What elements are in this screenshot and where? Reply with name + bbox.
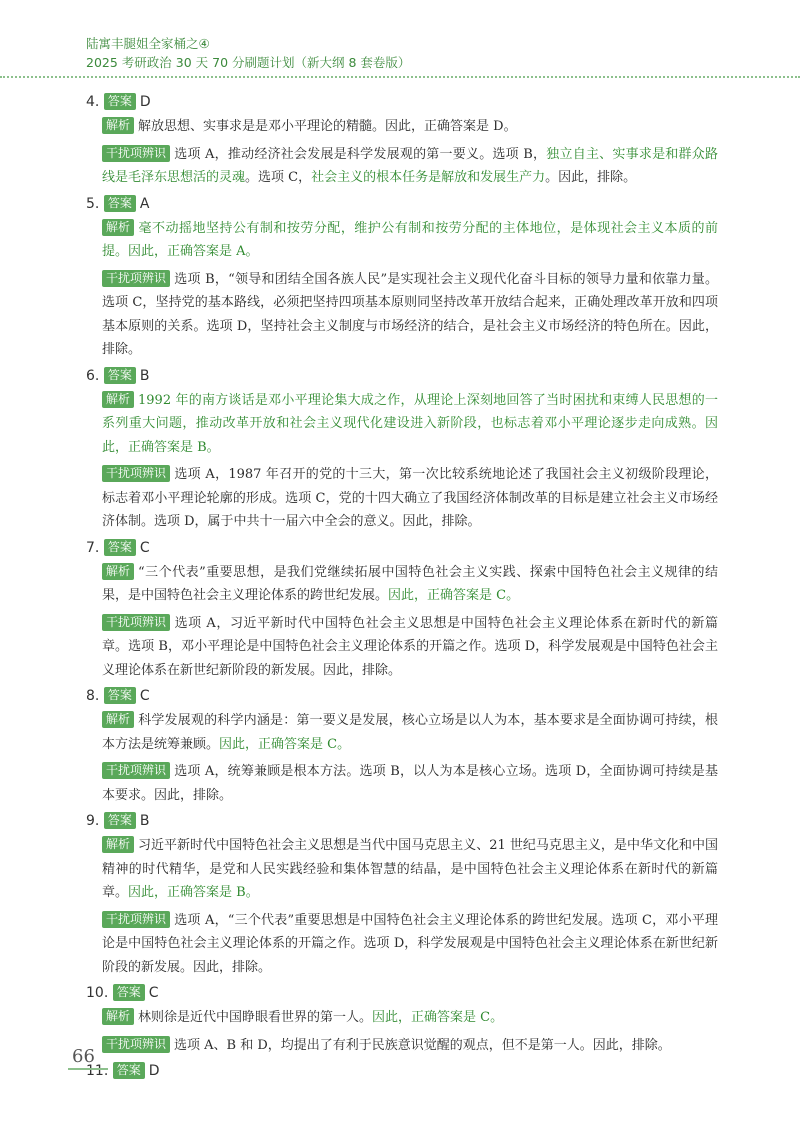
analysis-text: 1992 年的南方谈话是邓小平理论集大成之作，从理论上深刻地回答了当时困扰和束缚人民思想的一系列重大问题，推动改革开放和社会主义现代化建设进入新阶段，也标志着邓小平理论逐步走向成熟。因此，正确答案是 B。 [102, 392, 718, 455]
question-block [86, 366, 718, 534]
distractor-text: 独立自主、实事求是和群众路线是毛泽东思想活的灵魂 [102, 146, 718, 185]
distractor-paragraph [102, 760, 718, 807]
question-number: 8. [86, 688, 100, 704]
answer-tag: 答案 [104, 195, 136, 212]
answer-tag: 答案 [104, 93, 136, 110]
question-block [86, 811, 718, 979]
question-block [86, 1061, 718, 1081]
analysis-text: 解放思想、实事求是是邓小平理论的精髓。因此，正确答案是 D。 [138, 119, 517, 134]
analysis-text: 因此，正确答案是 C。 [219, 736, 351, 752]
answer-line [86, 811, 718, 831]
analysis-paragraph [102, 115, 718, 139]
analysis-paragraph [102, 1006, 718, 1030]
answer-list [86, 92, 718, 1084]
distractor-text: 选项 A、B 和 D，均提出了有利于民族意识觉醒的观点，但不是第一人。因此，排除。 [174, 1037, 671, 1053]
question-number: 9. [86, 813, 100, 829]
answer-line [86, 366, 718, 386]
answer-tag: 答案 [104, 687, 136, 704]
header-series-title: 陆寓丰腿姐全家桶之④ [86, 36, 210, 51]
question-block [86, 686, 718, 807]
question-block [86, 983, 718, 1057]
distractor-paragraph [102, 143, 718, 190]
answer-letter: C [139, 539, 150, 556]
analysis-text: 毫不动摇地坚持公有制和按劳分配，维护公有制和按劳分配的主体地位，是体现社会主义本质的前提。因此，正确答案是 A。 [102, 220, 718, 259]
answer-line [86, 983, 718, 1003]
answer-line [86, 686, 718, 706]
answer-tag: 答案 [104, 539, 136, 556]
analysis-tag: 解析 [102, 219, 134, 236]
answer-line [86, 538, 718, 558]
distractor-tag: 干扰项辨识 [102, 1036, 170, 1053]
distractor-tag: 干扰项辨识 [102, 911, 170, 928]
answer-letter: D [148, 1063, 160, 1079]
distractor-tag: 干扰项辨识 [102, 762, 170, 779]
analysis-tag: 解析 [102, 836, 134, 853]
question-number: 7. [86, 539, 100, 556]
answer-tag: 答案 [104, 812, 136, 829]
distractor-paragraph [102, 909, 718, 980]
analysis-text: “三个代表”重要思想，是我们党继续拓展中国特色社会主义实践、探索中国特色社会主义规律的结果，是中国特色社会主义理论体系的跨世纪发展。 [102, 564, 718, 603]
analysis-tag: 解析 [102, 563, 134, 580]
analysis-paragraph [102, 834, 718, 905]
distractor-tag: 干扰项辨识 [102, 145, 170, 162]
footer-divider [68, 1068, 108, 1070]
answer-letter: B [139, 813, 150, 829]
analysis-paragraph [102, 389, 718, 460]
analysis-tag: 解析 [102, 711, 134, 728]
answer-tag: 答案 [113, 984, 145, 1001]
question-number: 10. [86, 985, 109, 1001]
analysis-text: 因此，正确答案是 B。 [128, 885, 259, 900]
answer-line [86, 1061, 718, 1081]
distractor-tag: 干扰项辨识 [102, 270, 170, 287]
answer-line [86, 92, 718, 112]
question-number: 6. [86, 367, 100, 384]
distractor-paragraph [102, 612, 718, 683]
answer-tag: 答案 [113, 1062, 145, 1079]
answer-letter: C [148, 985, 159, 1001]
answer-letter: B [139, 367, 150, 384]
page-number: 66 [72, 1046, 95, 1067]
header-book-title: 2025 考研政治 30 天 70 分刷题计划（新大纲 8 套卷版） [86, 55, 411, 70]
distractor-text: 选项 A，习近平新时代中国特色社会主义思想是中国特色社会主义理论体系在新时代的新篇章。选项 B，邓小平理论是中国特色社会主义理论体系的开篇之作。选项 D，科学发展观是中国特色社会主义理论体系在新世纪新阶段的新发展。因此，排除。 [102, 615, 718, 678]
answer-tag: 答案 [104, 367, 136, 384]
analysis-text: 因此，正确答案是 C。 [372, 1010, 504, 1025]
analysis-tag: 解析 [102, 117, 134, 134]
question-number: 4. [86, 94, 100, 110]
distractor-paragraph [102, 268, 718, 362]
question-block [86, 538, 718, 683]
question-number: 5. [86, 195, 100, 212]
answer-letter: D [139, 94, 151, 110]
distractor-text: 。因此，排除。 [545, 170, 637, 185]
distractor-text: 选项 A，1987 年召开的党的十三大，第一次比较系统地论述了我国社会主义初级阶段理论，标志着邓小平理论轮廓的形成。选项 C，党的十四大确立了我国经济体制改革的目标是建立社会主义市场经济体制。选项 D，属于中共十一届六中全会的意义。因此，排除。 [102, 467, 718, 529]
distractor-text: 选项 A，统筹兼顾是根本方法。选项 B，以人为本是核心立场。选项 D，全面协调可持续是基本要求。因此，排除。 [102, 764, 718, 803]
distractor-paragraph [102, 463, 718, 534]
answer-line [86, 194, 718, 214]
analysis-tag: 解析 [102, 391, 134, 408]
analysis-paragraph [102, 709, 718, 756]
analysis-paragraph [102, 217, 718, 264]
analysis-text: 习近平新时代中国特色社会主义思想是当代中国马克思主义、21 世纪马克思主义，是中华文化和中国精神的时代精华，是党和人民实践经验和集体智慧的结晶，是中国特色社会主义理论体系在新时代的新篇章。 [102, 838, 718, 900]
distractor-text: 选项 B，“领导和团结全国各族人民”是实现社会主义现代化奋斗目标的领导力量和依靠力量。选项 C，坚持党的基本路线，必须把坚持四项基本原则同坚持改革开放结合起来，正确处理改革开放和四项基本原则的关系。选项 D，坚持社会主义制度与市场经济的结合，是社会主义市场经济的特色所在。因此，排除。 [102, 271, 718, 357]
question-number: 11. [86, 1063, 109, 1079]
distractor-text: 。选项 C， [245, 170, 312, 185]
distractor-text: 选项 A，推动经济社会发展是科学发展观的第一要义。选项 B， [174, 146, 547, 162]
answer-letter: C [139, 688, 150, 704]
distractor-paragraph [102, 1034, 718, 1058]
analysis-text: 林则徐是近代中国睁眼看世界的第一人。 [138, 1010, 373, 1025]
analysis-text: 科学发展观的科学内涵是：第一要义是发展，核心立场是以人为本，基本要求是全面协调可持续，根本方法是统筹兼顾。 [102, 713, 718, 752]
analysis-text: 因此，正确答案是 C。 [388, 588, 520, 603]
distractor-text: 社会主义的根本任务是解放和发展生产力 [311, 170, 546, 185]
analysis-paragraph [102, 561, 718, 608]
question-block [86, 92, 718, 190]
distractor-tag: 干扰项辨识 [102, 465, 170, 482]
distractor-tag: 干扰项辨识 [102, 614, 170, 631]
analysis-tag: 解析 [102, 1008, 134, 1025]
answer-letter: A [139, 195, 150, 212]
distractor-text: 选项 A，“三个代表”重要思想是中国特色社会主义理论体系的跨世纪发展。选项 C，邓小平理论是中国特色社会主义理论体系的开篇之作。选项 D，科学发展观是中国特色社会主义理论体系在新世纪新阶段的新发展。因此，排除。 [102, 912, 718, 975]
header-divider [0, 76, 800, 78]
question-block [86, 194, 718, 362]
page-header [86, 34, 786, 72]
